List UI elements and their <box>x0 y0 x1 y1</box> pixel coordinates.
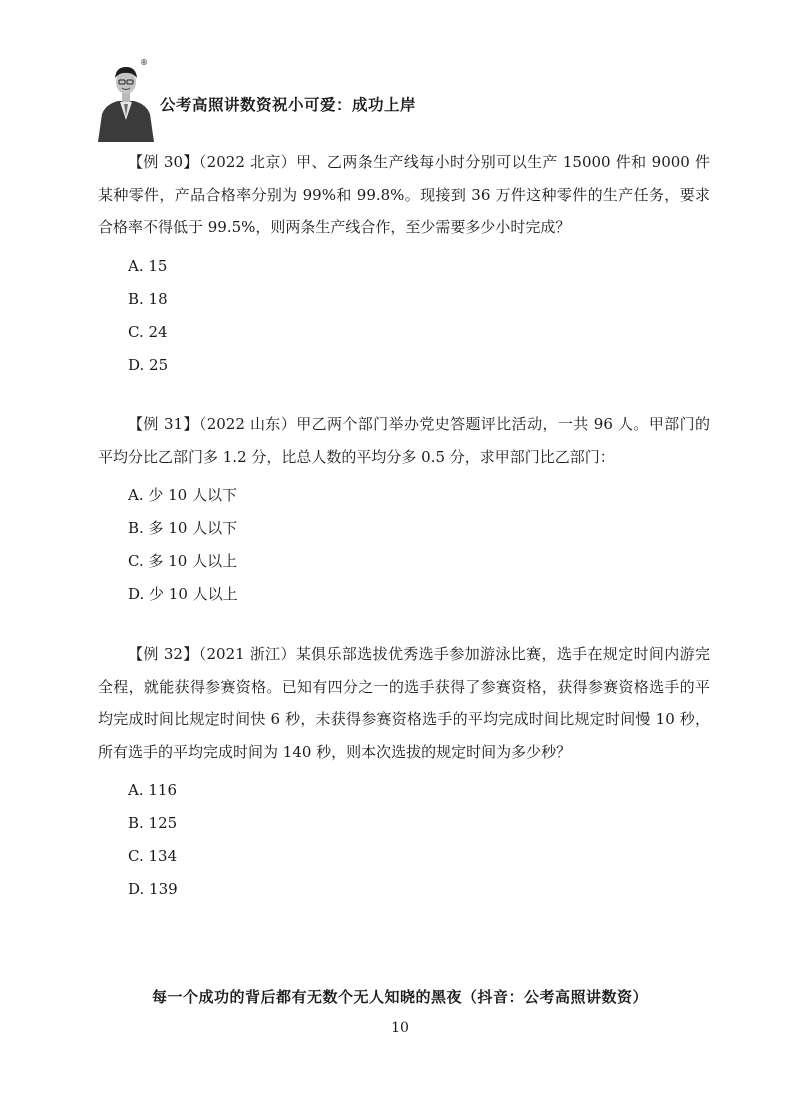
page-number: 10 <box>391 1020 409 1036</box>
option-d: D. 25 <box>128 355 169 374</box>
option-a: A. 少 10 人以下 <box>128 486 237 504</box>
option-a: A. 15 <box>128 256 168 275</box>
option-c: C. 24 <box>128 322 168 341</box>
question-stem <box>98 638 710 768</box>
question-stem <box>98 146 710 244</box>
option-d: D. 少 10 人以上 <box>128 585 238 603</box>
header-title: 公考高照讲数资祝小可爱：成功上岸 <box>160 96 417 114</box>
option-c: C. 134 <box>128 847 178 865</box>
option-c: C. 多 10 人以上 <box>128 552 238 570</box>
option-list <box>98 479 710 611</box>
question-text: （2021 浙江）某俱乐部选拔优秀选手参加游泳比赛，选手在规定时间内游完全程，就能获得参赛资格。已知有四分之一的选手获得了参赛资格，获得参赛资格选手的平均完成时间比规定时间快 6 秒，未获得参赛资格选手的平均完成时间比规定时间慢 10 秒，所有选手的平均完成时间为 140 秒，则本次选拔的规定时间为多少秒？ <box>98 645 710 761</box>
question-text: （2022 山东）甲乙两个部门举办党史答题评比活动，一共 96 人。甲部门的平均分比乙部门多 1.2 分，比总人数的平均分多 0.5 分，求甲部门比乙部门： <box>98 415 710 466</box>
question-32 <box>98 638 710 906</box>
question-text: （2022 北京）甲、乙两条生产线每小时分别可以生产 15000 件和 9000 件某种零件，产品合格率分别为 99%和 99.8%。现接到 36 万件这种零件的生产任务，要求合格率不得低于 99.5%，则两条生产线合作，至少需要多少小时完成？ <box>98 153 710 236</box>
registered-mark: ® <box>140 58 148 67</box>
option-b: B. 多 10 人以下 <box>128 519 238 537</box>
question-label: 【例 30】 <box>128 153 199 171</box>
option-list <box>98 250 710 382</box>
option-d: D. 139 <box>128 880 178 898</box>
question-31 <box>98 408 710 611</box>
footer-slogan: 每一个成功的背后都有无数个无人知晓的黑夜（抖音：公考高照讲数资） <box>151 988 648 1006</box>
option-b: B. 18 <box>128 289 168 308</box>
question-label: 【例 31】 <box>128 415 199 433</box>
author-photo <box>96 58 156 142</box>
option-b: B. 125 <box>128 814 178 832</box>
question-label: 【例 32】 <box>128 645 199 663</box>
option-list <box>98 774 710 906</box>
option-a: A. 116 <box>128 781 177 799</box>
question-30 <box>98 146 710 382</box>
question-stem <box>98 408 710 473</box>
